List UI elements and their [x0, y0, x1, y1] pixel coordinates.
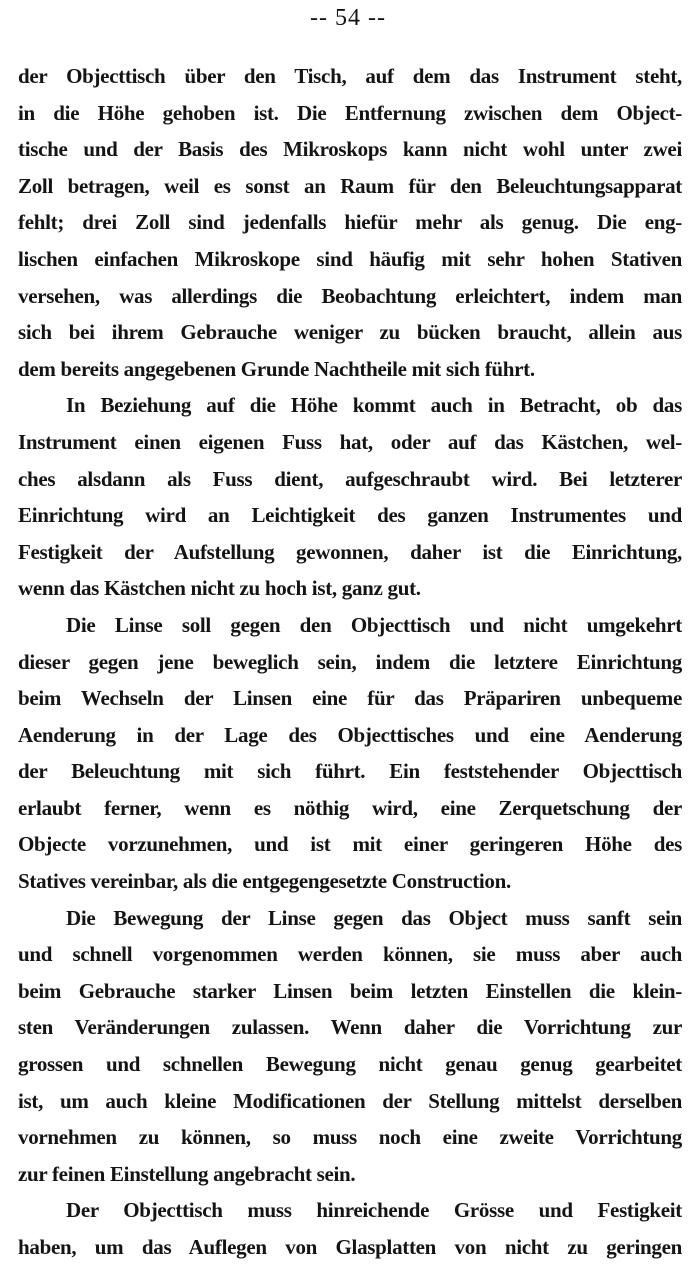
text-line: Festigkeit der Aufstellung gewonnen, daher ist die Einrichtung, [18, 539, 682, 564]
text-line: Zoll betragen, weil es sonst an Raum für den Beleuchtungsapparat [18, 173, 682, 198]
text-line: vornehmen zu können, so muss noch eine zweite Vorrichtung [18, 1125, 682, 1150]
text-line: Objecte vorzunehmen, und ist mit einer geringeren Höhe des [18, 832, 682, 857]
text-line: erlaubt ferner, wenn es nöthig wird, eine Zerquetschung der [18, 795, 682, 820]
text-line: der Objecttisch über den Tisch, auf dem das Instrument steht, [18, 64, 682, 88]
text-line: Statives vereinbar, als die entgegengesetzte Construction. [18, 869, 511, 894]
text-line: sten Veränderungen zulassen. Wenn daher die Vorrichtung zur [18, 1015, 682, 1040]
text-line: haben, um das Auflegen von Glasplatten von nicht zu geringen [18, 1235, 682, 1259]
text-line: sich bei ihrem Gebrauche weniger zu bücken braucht, allein aus [18, 320, 682, 345]
text-line: beim Gebrauche starker Linsen beim letzten Einstellen die klein- [18, 978, 682, 1003]
text-line: beim Wechseln der Linsen eine für das Präpariren unbequeme [18, 686, 682, 711]
text-line: Aenderung in der Lage des Objecttisches und eine Aenderung [18, 722, 682, 747]
text-line: und schnell vorgenommen werden können, sie muss aber auch [18, 942, 682, 967]
page-number-header: -- 54 -- [310, 5, 386, 31]
text-line: der Beleuchtung mit sich führt. Ein feststehender Objecttisch [18, 759, 682, 784]
text-line: ches alsdann als Fuss dient, aufgeschraubt wird. Bei letzterer [18, 466, 682, 491]
text-line: in die Höhe gehoben ist. Die Entfernung zwischen dem Object- [18, 100, 682, 125]
text-line: Instrument einen eigenen Fuss hat, oder auf das Kästchen, wel- [18, 429, 682, 454]
paragraph-first-line: Die Linse soll gegen den Objecttisch und nicht umgekehrt [66, 612, 682, 637]
text-line: lischen einfachen Mikroskope sind häufig mit sehr hohen Stativen [18, 246, 682, 271]
text-line: zur feinen Einstellung angebracht sein. [18, 1161, 356, 1186]
text-line: wenn das Kästchen nicht zu hoch ist, ganz gut. [18, 576, 421, 601]
paragraph-first-line: In Beziehung auf die Höhe kommt auch in Betracht, ob das [66, 393, 682, 418]
paragraph-first-line: Der Objecttisch muss hinreichende Grösse und Festigkeit [66, 1198, 682, 1223]
paragraph-first-line: Die Bewegung der Linse gegen das Object muss sanft sein [66, 905, 682, 930]
text-line: Einrichtung wird an Leichtigkeit des ganzen Instrumentes und [18, 503, 682, 528]
text-line: dieser gegen jene beweglich sein, indem die letztere Einrichtung [18, 649, 682, 674]
text-line: fehlt; drei Zoll sind jedenfalls hiefür mehr als genug. Die eng- [18, 210, 682, 235]
text-line: dem bereits angegebenen Grunde Nachtheile mit sich führt. [18, 356, 535, 381]
text-line: grossen und schnellen Bewegung nicht genau genug gearbeitet [18, 1052, 682, 1077]
page-body-text [18, 58, 682, 1266]
text-line: versehen, was allerdings die Beobachtung erleichtert, indem man [18, 283, 682, 308]
text-line: ist, um auch kleine Modificationen der Stellung mittelst derselben [18, 1088, 682, 1113]
text-line: tische und der Basis des Mikroskops kann nicht wohl unter zwei [18, 137, 682, 162]
